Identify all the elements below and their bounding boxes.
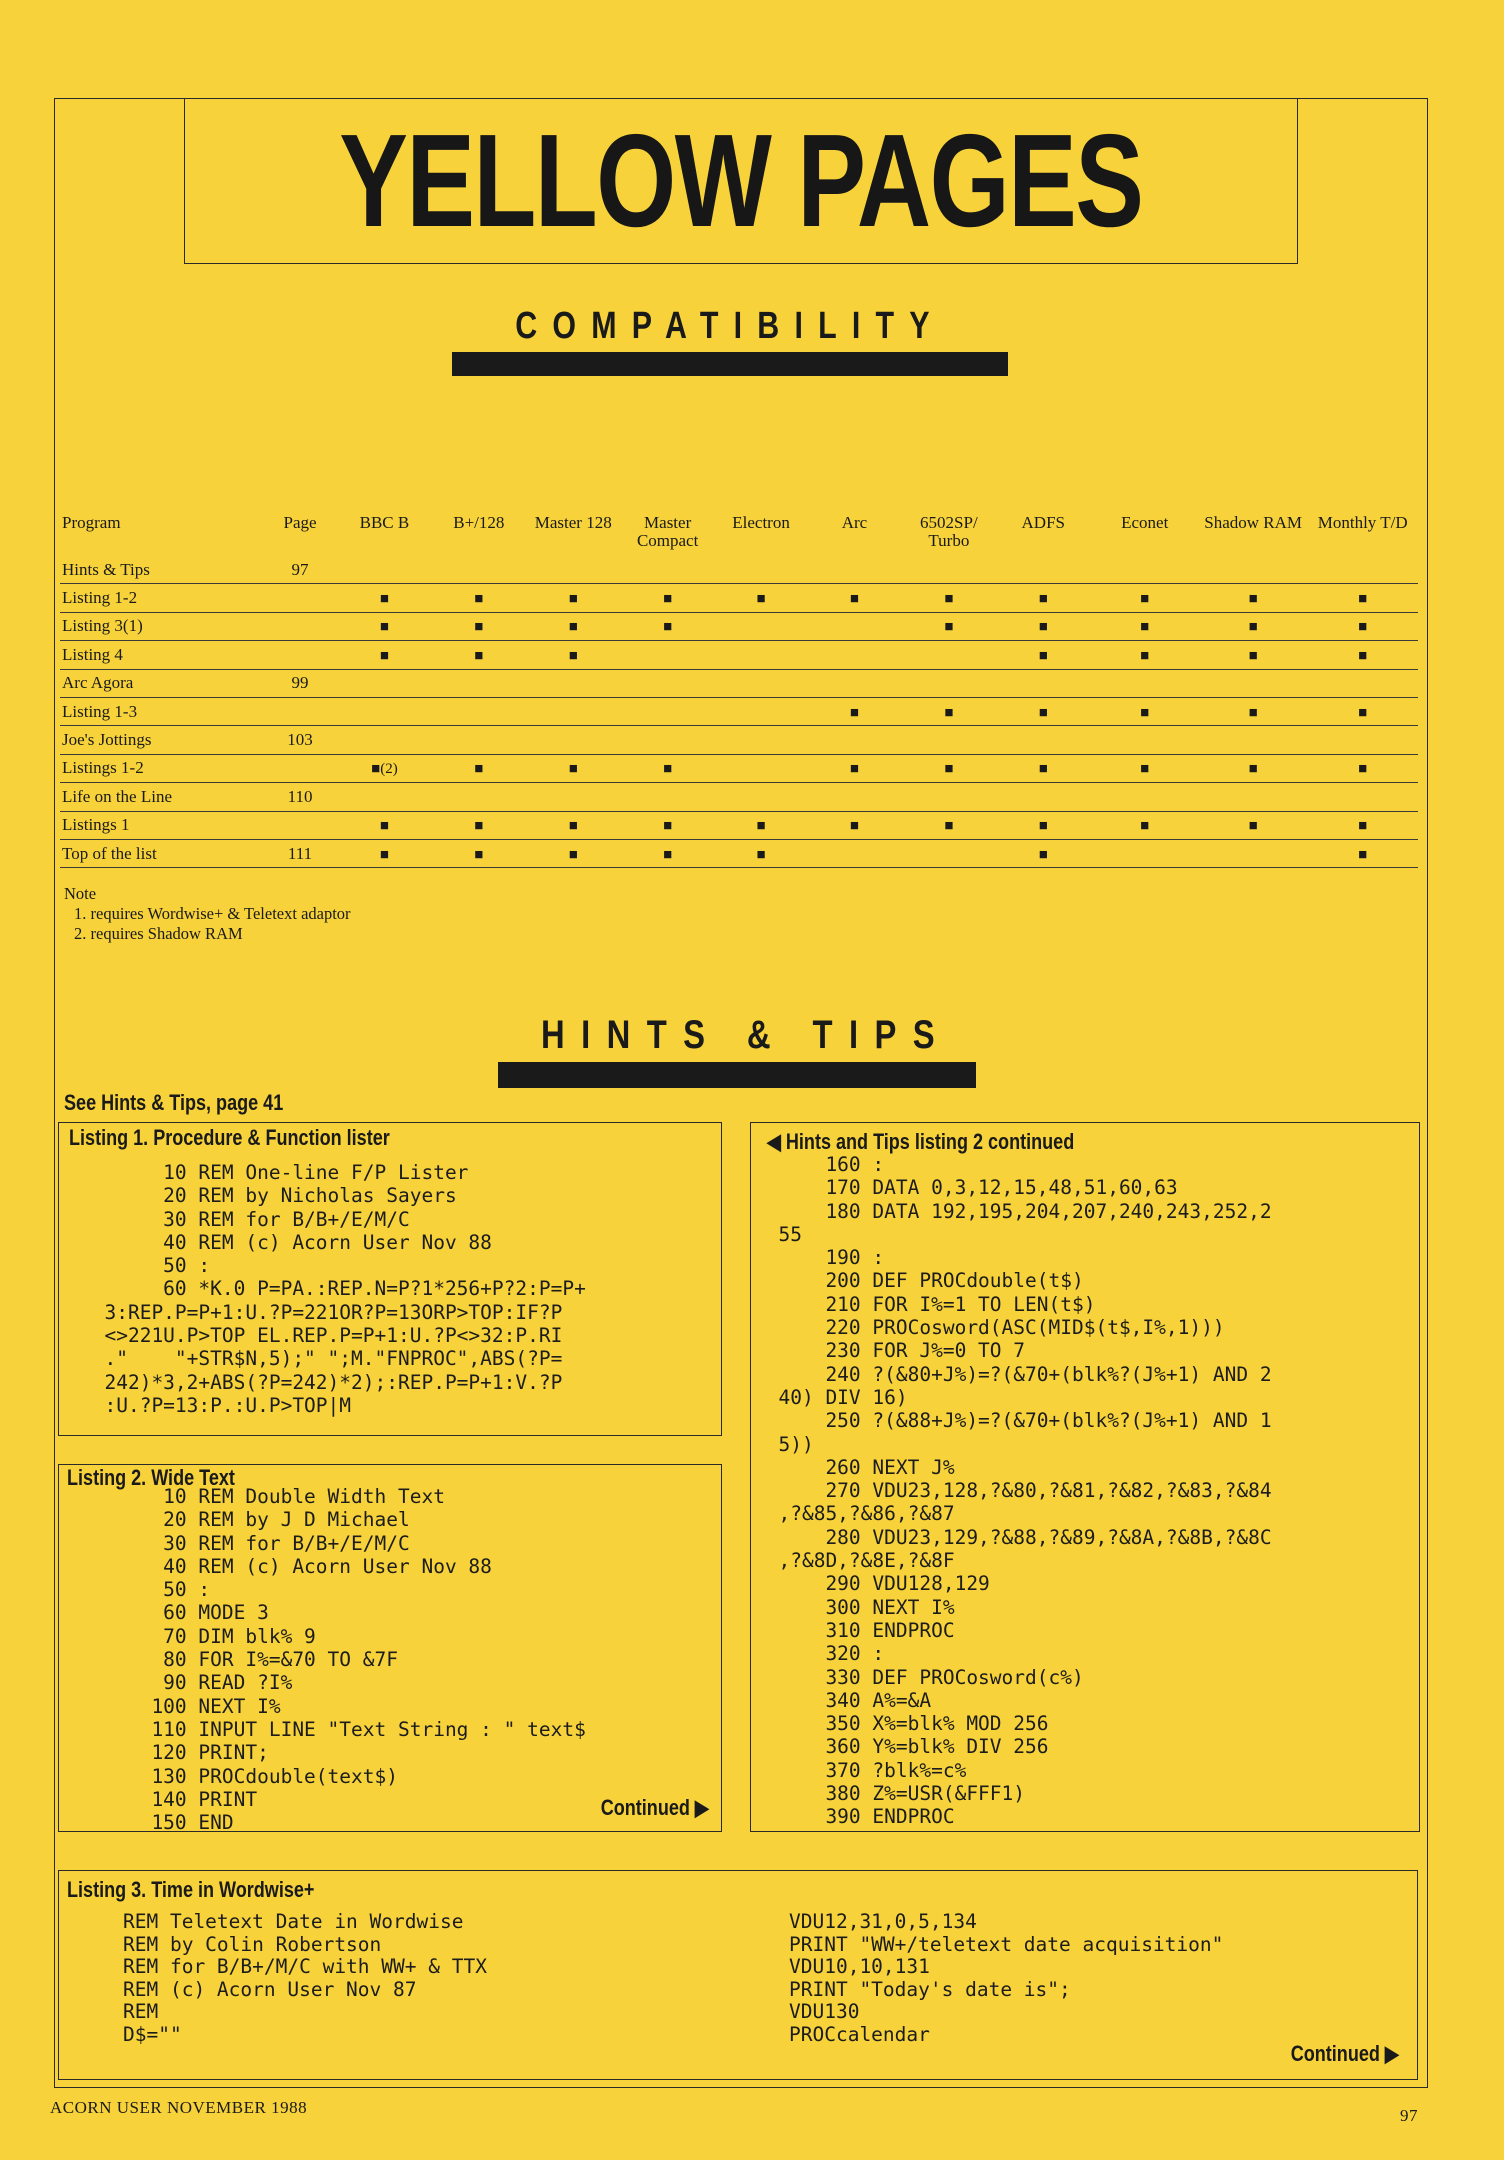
compat-cell	[1307, 556, 1418, 584]
compat-mark: ■	[1358, 591, 1368, 608]
col-adfs: ADFS	[1021, 513, 1065, 532]
compat-cell	[1307, 783, 1418, 811]
compat-mark: ■	[756, 818, 766, 835]
program-name: Joe's Jottings	[60, 726, 263, 754]
table-row	[60, 839, 1418, 867]
compat-mark: ■	[1038, 704, 1048, 721]
compat-cell	[1199, 697, 1307, 725]
compat-cell	[526, 726, 620, 754]
compat-cell	[1090, 697, 1198, 725]
compat-cell	[807, 641, 901, 669]
listing-3-code-left: REM Teletext Date in Wordwise REM by Colin Robertson REM for B/B+/M/C with WW+ & TTX REM (c) Acorn User Nov 87 REM D$=""	[123, 1910, 487, 2046]
compat-cell	[432, 783, 526, 811]
compat-cell	[337, 584, 431, 612]
compat-mark: ■	[1358, 647, 1368, 664]
compat-cell	[902, 584, 996, 612]
compat-mark: ■(2)	[371, 761, 398, 778]
compat-cell	[996, 612, 1090, 640]
compat-mark: ■	[1140, 704, 1150, 721]
compat-cell	[432, 811, 526, 839]
listing-2-title: Listing 2. Wide Text	[67, 1465, 235, 1490]
compat-cell	[1199, 641, 1307, 669]
table-header-row	[60, 510, 1418, 556]
compat-cell	[620, 697, 714, 725]
program-name: Listings 1	[60, 811, 263, 839]
note-1: 1. requires Wordwise+ & Teletext adaptor	[74, 904, 351, 923]
compatibility-table	[60, 510, 1418, 868]
compat-cell	[1090, 612, 1198, 640]
compat-cell	[337, 697, 431, 725]
compat-cell	[337, 811, 431, 839]
compat-cell	[1199, 811, 1307, 839]
compat-mark: ■	[1248, 704, 1258, 721]
compat-cell	[620, 726, 714, 754]
col-bbcb: BBC B	[359, 513, 410, 532]
compat-cell	[526, 697, 620, 725]
compat-cell	[1090, 754, 1198, 782]
compat-cell	[715, 839, 807, 867]
compat-mark: ■	[474, 619, 484, 636]
compat-cell	[432, 612, 526, 640]
compat-mark: ■	[944, 591, 954, 608]
footer-publication: ACORN USER NOVEMBER 1988	[50, 2098, 308, 2117]
compat-cell	[996, 641, 1090, 669]
compat-mark: ■	[849, 761, 859, 778]
compat-cell	[902, 783, 996, 811]
compat-cell	[620, 556, 714, 584]
col-shadow-ram: Shadow RAM	[1204, 513, 1303, 532]
compat-mark: ■	[1140, 818, 1150, 835]
compat-cell	[807, 811, 901, 839]
compat-cell	[1199, 584, 1307, 612]
compat-mark: ■	[849, 704, 859, 721]
compat-cell	[1090, 783, 1198, 811]
heading-bar	[452, 352, 1008, 376]
compat-mark: ■	[1358, 761, 1368, 778]
compat-cell	[1090, 669, 1198, 697]
compat-cell	[526, 754, 620, 782]
compat-cell	[807, 839, 901, 867]
compat-cell	[1199, 669, 1307, 697]
compat-mark: ■	[379, 846, 389, 863]
compat-cell	[807, 697, 901, 725]
program-name: Listing 1-2	[60, 584, 263, 612]
compat-cell	[902, 669, 996, 697]
program-name: Listing 4	[60, 641, 263, 669]
page-number	[263, 641, 337, 669]
page-number: 99	[263, 669, 337, 697]
hints-heading-text: HINTS & TIPS	[541, 1013, 952, 1057]
masthead	[184, 98, 1298, 264]
compat-cell	[996, 697, 1090, 725]
compat-cell	[1307, 612, 1418, 640]
compat-mark: ■	[944, 704, 954, 721]
compat-mark: ■	[849, 818, 859, 835]
compat-cell	[620, 641, 714, 669]
compat-cell	[526, 641, 620, 669]
compat-mark: ■	[1358, 846, 1368, 863]
compat-mark: ■	[849, 591, 859, 608]
compat-cell	[526, 669, 620, 697]
col-electron: Electron	[732, 513, 790, 532]
compat-cell	[337, 556, 431, 584]
compat-cell	[1090, 641, 1198, 669]
page-number	[263, 612, 337, 640]
compat-cell	[1090, 584, 1198, 612]
compat-mark: ■	[379, 619, 389, 636]
compat-cell	[1307, 811, 1418, 839]
compat-cell	[526, 783, 620, 811]
compat-cell	[620, 669, 714, 697]
compat-mark: ■	[944, 818, 954, 835]
compat-cell	[1090, 726, 1198, 754]
program-name: Listings 1-2	[60, 754, 263, 782]
compat-mark: ■	[1038, 761, 1048, 778]
table-row	[60, 697, 1418, 725]
compat-mark: ■	[568, 818, 578, 835]
compat-cell	[337, 669, 431, 697]
compat-mark: ■	[1248, 761, 1258, 778]
compat-cell	[902, 754, 996, 782]
compat-cell	[715, 584, 807, 612]
compat-cell	[715, 726, 807, 754]
compat-mark: ■	[474, 818, 484, 835]
listing-2-box	[58, 1464, 722, 1835]
note-2: 2. requires Shadow RAM	[74, 924, 243, 943]
compat-mark: ■	[663, 591, 673, 608]
compat-mark: ■	[1140, 761, 1150, 778]
col-master-compact: Master Compact	[636, 513, 699, 550]
compat-cell	[996, 754, 1090, 782]
col-econet: Econet	[1121, 513, 1169, 532]
table-row	[60, 783, 1418, 811]
compat-cell	[715, 811, 807, 839]
compat-mark: ■	[1358, 619, 1368, 636]
col-6502sp: 6502SP/ Turbo	[920, 513, 978, 550]
compat-cell	[715, 612, 807, 640]
program-name: Listing 1-3	[60, 697, 263, 725]
compat-cell	[620, 783, 714, 811]
compat-cell	[902, 612, 996, 640]
compat-cell	[715, 754, 807, 782]
compat-mark: ■	[663, 619, 673, 636]
listing-2-code: 10 REM Double Width Text 20 REM by J D Michael 30 REM for B/B+/E/M/C 40 REM (c) Acorn User Nov 88 50 : 60 MODE 3 70 DIM blk% 9 80 FOR I%=&70 TO &7F 90 READ ?I% 100 NEXT I% 110 INPUT LINE "Text String : " text$ 120 PRINT; 130 PROCdouble(text$) 140 PRINT 150 END	[151, 1485, 586, 1835]
compatibility-body	[60, 556, 1418, 868]
compat-cell	[620, 811, 714, 839]
program-name: Listing 3(1)	[60, 612, 263, 640]
compat-cell	[1199, 556, 1307, 584]
compat-cell	[1307, 839, 1418, 867]
page-number: 97	[263, 556, 337, 584]
listing-3-title: Listing 3. Time in Wordwise+	[67, 1877, 315, 1902]
compat-mark: ■	[944, 619, 954, 636]
compat-cell	[1307, 641, 1418, 669]
compat-mark: ■	[1038, 846, 1048, 863]
compatibility-heading-text: COMPATIBILITY	[515, 305, 945, 347]
compat-mark: ■	[663, 761, 673, 778]
compat-cell	[526, 811, 620, 839]
compat-mark: ■	[1038, 591, 1048, 608]
compat-cell	[1307, 754, 1418, 782]
compat-cell	[432, 669, 526, 697]
page-number	[263, 754, 337, 782]
compat-mark: ■	[474, 591, 484, 608]
compat-mark: ■	[1140, 619, 1150, 636]
compat-cell	[715, 783, 807, 811]
listing-1-box	[58, 1122, 722, 1436]
compat-mark: ■	[1140, 647, 1150, 664]
listing-3-continued: Continued ▶	[1290, 2041, 1399, 2066]
see-hints-ref: See Hints & Tips, page 41	[64, 1090, 284, 1115]
compat-cell	[337, 754, 431, 782]
compat-cell	[996, 584, 1090, 612]
footer-page-number: 97	[1400, 2106, 1418, 2125]
compat-mark: ■	[474, 846, 484, 863]
compat-cell	[1199, 754, 1307, 782]
compat-cell	[1090, 811, 1198, 839]
compat-cell	[807, 669, 901, 697]
compat-cell	[902, 697, 996, 725]
compat-cell	[1307, 726, 1418, 754]
compat-mark: ■	[1248, 818, 1258, 835]
compat-cell	[526, 839, 620, 867]
compat-mark: ■	[1248, 591, 1258, 608]
col-arc: Arc	[841, 513, 868, 532]
compat-cell	[337, 726, 431, 754]
listing-2-continued-title: ◀ Hints and Tips listing 2 continued	[767, 1129, 1075, 1154]
listing-2-continued-box	[750, 1122, 1420, 1832]
program-name: Life on the Line	[60, 783, 263, 811]
table-row	[60, 669, 1418, 697]
compat-cell	[996, 726, 1090, 754]
compat-mark: ■	[1358, 818, 1368, 835]
compat-cell	[902, 726, 996, 754]
compat-cell	[1199, 783, 1307, 811]
compat-cell	[432, 556, 526, 584]
page-number: 103	[263, 726, 337, 754]
listing-3-code-right: VDU12,31,0,5,134 PRINT "WW+/teletext date acquisition" VDU10,10,131 PRINT "Today's date is"; VDU130 PROCcalendar	[789, 1910, 1224, 2046]
compat-mark: ■	[474, 761, 484, 778]
col-monthly-td: Monthly T/D	[1317, 513, 1408, 532]
compat-mark: ■	[756, 591, 766, 608]
listing-1-title: Listing 1. Procedure & Function lister	[69, 1125, 390, 1150]
compat-cell	[807, 726, 901, 754]
compat-mark: ■	[568, 619, 578, 636]
compat-cell	[996, 839, 1090, 867]
compat-mark: ■	[568, 591, 578, 608]
compat-mark: ■	[663, 818, 673, 835]
heading-bar	[498, 1062, 976, 1088]
compat-cell	[996, 556, 1090, 584]
page-number	[263, 697, 337, 725]
table-row	[60, 612, 1418, 640]
page-number: 110	[263, 783, 337, 811]
compat-mark: ■	[663, 846, 673, 863]
compat-cell	[807, 556, 901, 584]
col-master128: Master 128	[534, 513, 612, 532]
compat-mark: ■	[756, 846, 766, 863]
compat-cell	[902, 556, 996, 584]
compat-cell	[432, 584, 526, 612]
program-name: Top of the list	[60, 839, 263, 867]
program-name: Hints & Tips	[60, 556, 263, 584]
table-row	[60, 726, 1418, 754]
compat-cell	[1090, 556, 1198, 584]
note-heading: Note	[64, 884, 97, 903]
compat-mark: ■	[568, 761, 578, 778]
compat-mark: ■	[474, 647, 484, 664]
masthead-title: YELLOW PAGES	[339, 107, 1143, 254]
compatibility-notes	[64, 884, 351, 944]
compat-cell	[337, 839, 431, 867]
table-row	[60, 641, 1418, 669]
compat-cell	[620, 754, 714, 782]
compat-cell	[715, 556, 807, 584]
compat-mark: ■	[1038, 818, 1048, 835]
compat-cell	[337, 783, 431, 811]
program-name: Arc Agora	[60, 669, 263, 697]
compat-cell	[432, 697, 526, 725]
compat-cell	[807, 754, 901, 782]
compat-cell	[1199, 726, 1307, 754]
compat-cell	[902, 641, 996, 669]
compat-cell	[620, 612, 714, 640]
listing-2-continued: Continued ▶	[600, 1795, 709, 1820]
compat-cell	[807, 612, 901, 640]
compat-cell	[432, 839, 526, 867]
listing-3-box	[58, 1870, 1418, 2080]
compat-cell	[432, 754, 526, 782]
compat-cell	[526, 584, 620, 612]
compat-cell	[996, 783, 1090, 811]
compat-cell	[337, 612, 431, 640]
compat-mark: ■	[379, 647, 389, 664]
compat-cell	[715, 669, 807, 697]
compat-cell	[1307, 697, 1418, 725]
compat-cell	[1307, 669, 1418, 697]
compat-cell	[807, 783, 901, 811]
compat-mark: ■	[1248, 647, 1258, 664]
compat-cell	[432, 726, 526, 754]
table-row	[60, 584, 1418, 612]
compat-mark: ■	[1140, 591, 1150, 608]
compat-mark: ■	[1358, 704, 1368, 721]
page-number	[263, 811, 337, 839]
compat-cell	[1090, 839, 1198, 867]
listing-2-continued-code: 160 : 170 DATA 0,3,12,15,48,51,60,63 180 DATA 192,195,204,207,240,243,252,2 55 190 : 200 DEF PROCdouble(t$) 210 FOR I%=1 TO LEN(t$) 220 PROCosword(ASC(MID$(t$,I%,1))) 230 FOR J%=0 TO 7 240 ?(&80+J%)=?(&70+(blk%?(J%+1) AND 2 40) DIV 16) 250 ?(&88+J%)=?(&70+(blk%?(J%+1) AND 1 5)) 260 NEXT J% 270 VDU23,128,?&80,?&81,?&82,?&83,?&84 ,?&85,?&86,?&87 280 VDU23,129,?&88,?&89,?&8A,?&8B,?&8C ,?&8D,?&8E,?&8F 290 VDU128,129 300 NEXT I% 310 ENDPROC 320 : 330 DEF PROCosword(c%) 340 A%=&A 350 X%=blk% MOD 256 360 Y%=blk% DIV 256 370 ?blk%=c% 380 Z%=USR(&FFF1) 390 ENDPROC	[778, 1153, 1272, 1829]
page-number: 111	[263, 839, 337, 867]
table-row	[60, 754, 1418, 782]
compat-cell	[1199, 612, 1307, 640]
compat-cell	[1307, 584, 1418, 612]
compat-cell	[996, 811, 1090, 839]
col-bplus: B+/128	[453, 513, 505, 532]
compat-mark: ■	[944, 761, 954, 778]
compat-cell	[715, 641, 807, 669]
compat-mark: ■	[1038, 647, 1048, 664]
compat-mark: ■	[1248, 619, 1258, 636]
compat-cell	[432, 641, 526, 669]
compat-cell	[526, 612, 620, 640]
listing-1-code: 10 REM One-line F/P Lister 20 REM by Nicholas Sayers 30 REM for B/B+/E/M/C 40 REM (c) Acorn User Nov 88 50 : 60 *K.0 P=PA.:REP.N=P?1*256+P?2:P=P+ 3:REP.P=P+1:U.?P=221OR?P=13ORP>TOP:IF?P <>221U.P>TOP EL.REP.P=P+1:U.?P<>32:P.RI ." "+STR$N,5);" ";M."FNPROC",ABS(?P= 242)*3,2+ABS(?P=242)*2);:REP.P=P+1:V.?P :U.?P=13:P.:U.P>TOP|M	[104, 1161, 586, 1417]
compat-mark: ■	[1038, 619, 1048, 636]
page-number	[263, 584, 337, 612]
compat-cell	[526, 556, 620, 584]
compat-cell	[1199, 839, 1307, 867]
col-page: Page	[283, 513, 317, 532]
table-row	[60, 811, 1418, 839]
compat-cell	[337, 641, 431, 669]
hints-heading	[498, 1014, 976, 1088]
compat-cell	[902, 839, 996, 867]
compat-mark: ■	[379, 591, 389, 608]
compat-mark: ■	[568, 647, 578, 664]
col-program: Program	[62, 513, 121, 532]
compat-cell	[807, 584, 901, 612]
compat-mark: ■	[379, 818, 389, 835]
compat-cell	[620, 839, 714, 867]
compat-mark: ■	[568, 846, 578, 863]
table-row	[60, 556, 1418, 584]
compat-cell	[996, 669, 1090, 697]
compat-cell	[902, 811, 996, 839]
compatibility-heading	[452, 306, 1008, 376]
compat-cell	[715, 697, 807, 725]
compat-cell	[620, 584, 714, 612]
